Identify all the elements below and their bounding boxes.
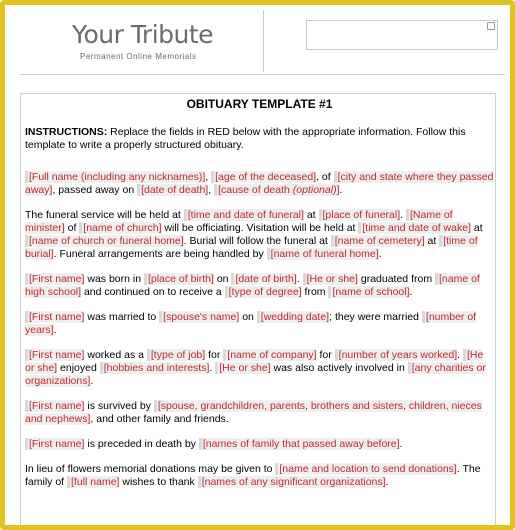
text: was born in — [84, 273, 144, 285]
field-donations[interactable]: [name and location to send donations] — [275, 463, 456, 475]
cause-text: [cause of death — [218, 184, 293, 196]
text: at — [424, 235, 440, 247]
text: on — [213, 273, 232, 285]
field-high-school[interactable]: [name of high school] — [25, 273, 480, 298]
field-age[interactable]: [age of the deceased] — [211, 171, 316, 183]
text: . — [209, 362, 216, 374]
field-first-name[interactable]: [First name] — [25, 349, 84, 361]
field-organizations[interactable]: [names of any significant organizations] — [198, 476, 386, 488]
field-birth-place[interactable]: [place of birth] — [144, 273, 214, 285]
field-first-name[interactable]: [First name] — [25, 273, 84, 285]
text: . — [378, 248, 382, 260]
brand-name: Your Tribute — [72, 20, 214, 49]
field-years-worked[interactable]: [number of years worked] — [335, 349, 457, 361]
text: . — [399, 438, 403, 450]
text: The funeral service will be held at — [25, 209, 184, 221]
optional-note: (optional) — [292, 184, 337, 196]
text: at — [303, 209, 319, 221]
field-funeral-time[interactable]: [time and date of funeral] — [184, 209, 304, 221]
text: . The family of — [25, 463, 481, 488]
field-funeral-place[interactable]: [place of funeral] — [319, 209, 401, 221]
paragraph-survived-by — [25, 400, 494, 426]
instructions-label: INSTRUCTIONS: — [25, 126, 108, 138]
instructions-text: Replace the fields in RED below with the appropriate information. Follow this template to write a properly structured obituary. — [25, 126, 466, 151]
text: graduated from — [357, 273, 435, 285]
text: . — [90, 375, 94, 387]
paragraph-funeral — [25, 209, 494, 261]
field-job-type[interactable]: [type of job] — [147, 349, 205, 361]
text: . — [385, 476, 389, 488]
text: was also actively involved in — [270, 362, 408, 374]
instructions-paragraph — [25, 126, 494, 152]
field-company[interactable]: [name of company] — [223, 349, 316, 361]
text: enjoyed — [57, 362, 100, 374]
text: was married to — [84, 311, 160, 323]
field-full-name[interactable]: [Full name (including any nicknames)] — [25, 171, 205, 183]
logo[interactable] — [25, 10, 264, 72]
text: wishes to thank — [119, 476, 198, 488]
field-wedding-date[interactable]: [wedding date] — [257, 311, 329, 323]
field-cause-of-death[interactable] — [214, 184, 339, 196]
site-header — [20, 10, 505, 75]
text: . Burial will follow the funeral at — [183, 235, 331, 247]
text: at — [470, 222, 483, 234]
text: . — [409, 286, 413, 298]
text: , of — [316, 171, 334, 183]
paragraph-career — [25, 349, 494, 388]
field-he-or-she[interactable]: [He or she] — [215, 362, 270, 374]
field-burial-time[interactable]: [time of burial] — [25, 235, 478, 260]
paragraph-preceded-by — [25, 438, 494, 451]
field-church[interactable]: [name of church] — [79, 222, 161, 234]
document-title: OBITUARY TEMPLATE #1 — [186, 97, 333, 111]
text: ; they were married — [329, 311, 422, 323]
text: . — [457, 349, 463, 361]
field-first-name[interactable]: [First name] — [25, 311, 84, 323]
field-full-name[interactable]: [full name] — [67, 476, 119, 488]
cause-bracket: ] — [336, 184, 340, 196]
document-content — [25, 94, 494, 501]
paragraph-marriage — [25, 311, 494, 337]
text: is preceded in death by — [84, 438, 199, 450]
field-he-or-she[interactable]: [He or she] — [25, 349, 484, 374]
field-school[interactable]: [name of school] — [328, 286, 409, 298]
text: of — [64, 222, 80, 234]
field-date-of-death[interactable]: [date of death] — [137, 184, 208, 196]
paragraph-birth-education — [25, 273, 494, 299]
field-survivors[interactable]: [spouse, grandchildren, parents, brothers and sisters, children, nieces and nephews] — [25, 400, 482, 425]
text: . — [53, 324, 57, 336]
paragraph-donations — [25, 463, 494, 489]
field-wake-time[interactable]: [time and date of wake] — [358, 222, 471, 234]
field-church-or-home[interactable]: [name of church or funeral home] — [25, 235, 184, 247]
obituary-document — [20, 93, 496, 530]
text: . — [296, 273, 303, 285]
field-he-or-she[interactable]: [He or she] — [303, 273, 358, 285]
field-funeral-home[interactable]: [name of funeral home] — [267, 248, 379, 260]
field-birth-date[interactable]: [date of birth] — [231, 273, 296, 285]
text: , passed away on — [52, 184, 138, 196]
brand-tagline: Permanent Online Memorials — [80, 52, 197, 61]
text: for — [205, 349, 224, 361]
field-first-name[interactable]: [First name] — [25, 400, 84, 412]
field-city-state[interactable]: [city and state where they passed away] — [25, 171, 494, 196]
text: from — [301, 286, 329, 298]
search-input[interactable] — [306, 20, 498, 50]
text: and continued on to receive a — [81, 286, 225, 298]
field-years-married[interactable]: [number of years] — [25, 311, 477, 336]
text: . Funeral arrangements are being handled by — [53, 248, 267, 260]
text: , — [205, 171, 212, 183]
text: will be officiating. Visitation will be held at — [161, 222, 359, 234]
field-first-name[interactable]: [First name] — [25, 438, 84, 450]
text: , and other family and friends. — [90, 413, 229, 425]
text: , — [208, 184, 215, 196]
field-charities[interactable]: [any charities or organizations] — [25, 362, 486, 387]
field-spouse[interactable]: [spouse's name] — [159, 311, 239, 323]
field-hobbies[interactable]: [hobbies and interests] — [100, 362, 210, 374]
text: for — [316, 349, 335, 361]
text: . — [400, 209, 406, 221]
field-minister[interactable]: [Name of minister] — [25, 209, 453, 234]
text: . — [339, 184, 343, 196]
text: on — [239, 311, 257, 323]
field-degree[interactable]: [type of degree] — [225, 286, 302, 298]
paragraph-death-notice — [25, 171, 494, 197]
field-preceded-family[interactable]: [names of family that passed away before] — [199, 438, 400, 450]
text: In lieu of flowers memorial donations may be given to — [25, 463, 276, 475]
expand-icon[interactable] — [487, 22, 495, 30]
field-cemetery[interactable]: [name of cemetery] — [331, 235, 425, 247]
text: worked as a — [84, 349, 147, 361]
text: is survived by — [84, 400, 154, 412]
